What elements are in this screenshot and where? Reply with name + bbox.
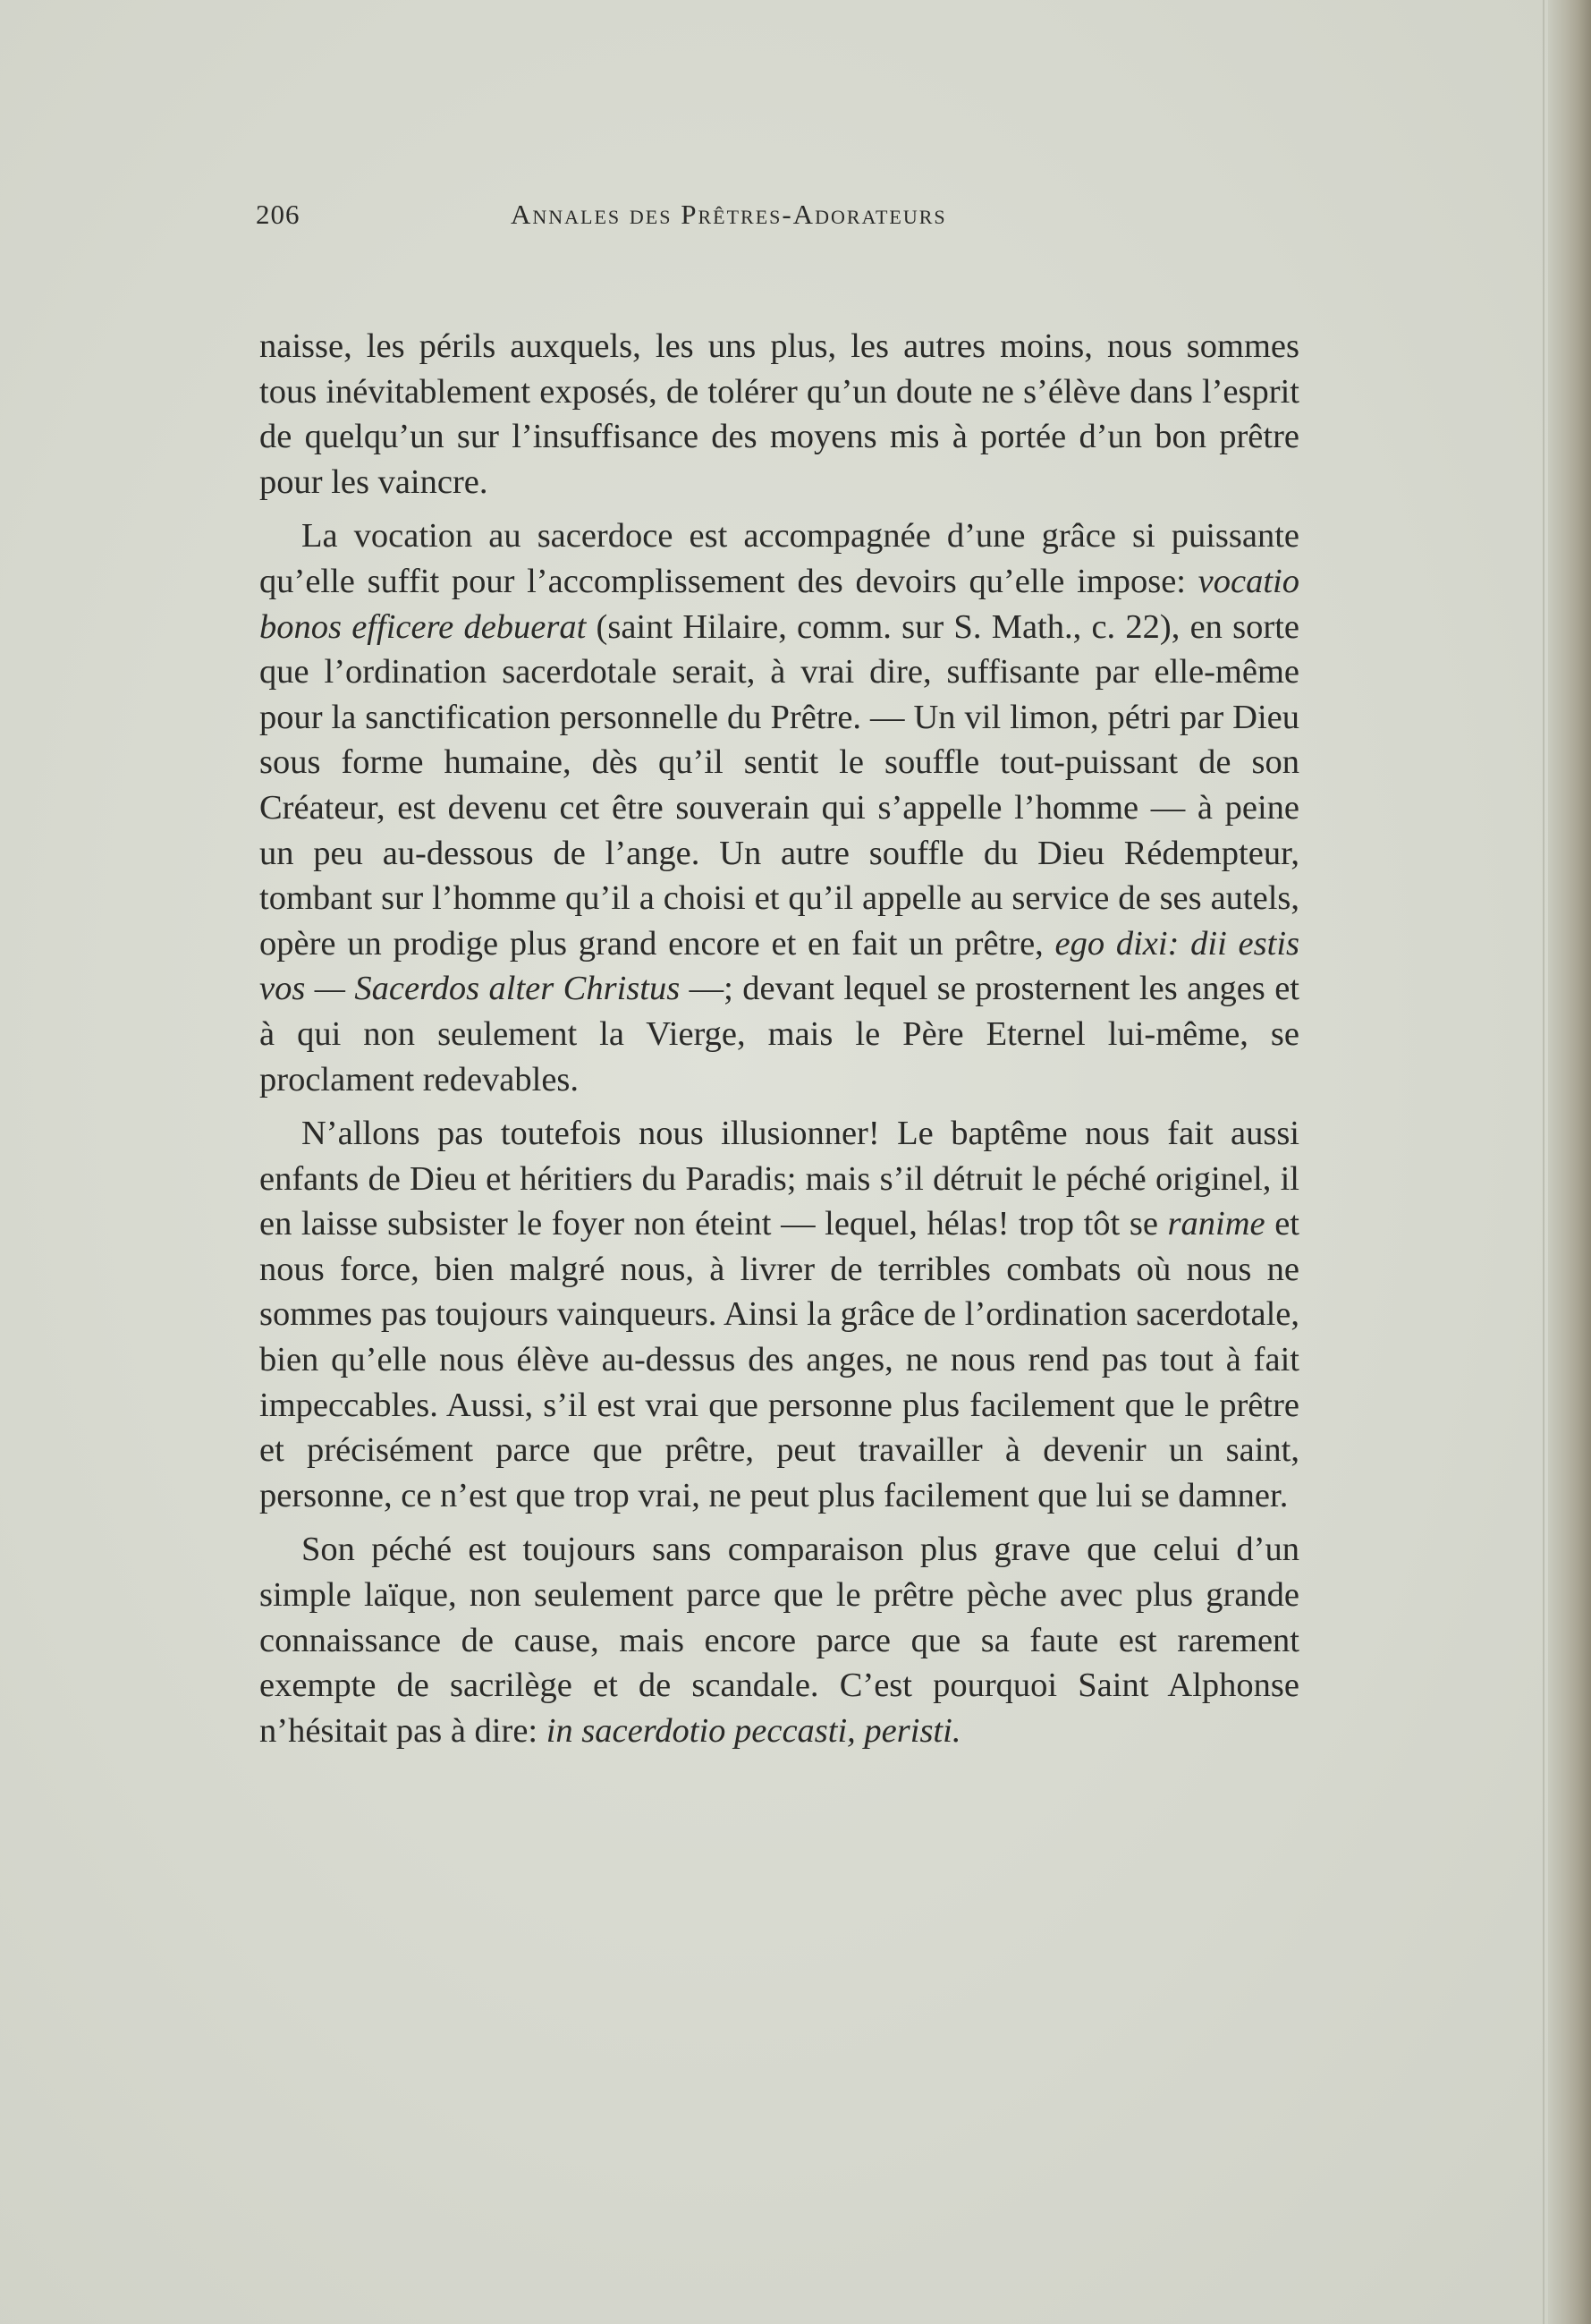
paragraph-4 (259, 1527, 1299, 1753)
latin-quote: in sacerdotio peccasti, peristi. (546, 1711, 961, 1750)
text-segment: naisse, les périls auxquels, les uns plus, les autres moins, nous sommes tous inévitablement exposés, de tolérer qu’un doute ne s’élève dans l’esprit de quelqu’un sur l’insuffisance des moyens mis à portée d’un bon prêtre pour les vaincre. (259, 327, 1299, 501)
paragraph-1 (259, 324, 1299, 505)
text-segment: La vocation au sacerdoce est accompagnée d’une grâce si puissante qu’elle suffit pour l’accomplissement des devoirs qu’elle impose: (259, 517, 1299, 600)
page-header (256, 199, 1150, 234)
page-edge-line (1543, 0, 1544, 2324)
text-segment: Son péché est toujours sans comparaison plus grave que celui d’un simple laïque, non seulement parce que le prêtre pèche avec plus grande connaissance de cause, mais encore parce que sa faute est rarement exempte de sacrilège et de scandale. C’est pourquoi Saint Alphonse n’hésitait pas à dire: (259, 1531, 1299, 1750)
running-title: Annales des Prêtres-Adorateurs (511, 199, 947, 230)
page-number: 206 (256, 199, 300, 230)
emphasis: ranime (1167, 1205, 1265, 1243)
text-segment: N’allons pas toutefois nous illusionner! Le baptême nous fait aussi enfants de Dieu et héritiers du Paradis; mais s’il détruit le péché originel, il en laisse subsister le foyer non éteint — lequel, hélas! trop tôt se (259, 1115, 1299, 1243)
paragraph-3 (259, 1111, 1299, 1518)
book-spine-edge (1548, 0, 1591, 2324)
paragraph-2 (259, 513, 1299, 1102)
text-segment: et nous force, bien malgré nous, à livrer de terribles combats où nous ne sommes pas toujours vainqueurs. Ainsi la grâce de l’ordination sacerdotale, bien qu’elle nous élève au-dessus des anges, ne nous rend pas tout à fait impeccables. Aussi, s’il est vrai que personne plus facilement que le prêtre et précisément parce que prêtre, peut travailler à devenir un saint, personne, ce n’est que trop vrai, ne peut plus facilement que lui se damner. (259, 1205, 1299, 1514)
latin-quote: vocatio bonos efficere debuerat (259, 562, 1299, 646)
text-segment: —; devant lequel se prosternent les anges et à qui non seulement la Vierge, mais le Père Eternel lui-même, se proclament redevables. (259, 970, 1299, 1098)
latin-quote: ego dixi: dii estis vos — Sacerdos alter Christus (259, 924, 1299, 1008)
body-text (259, 324, 1299, 1762)
text-segment: (saint Hilaire, comm. sur S. Math., c. 22), en sorte que l’ordination sacerdotale serait, à vrai dire, suffisante par elle-même pour la sanctification personnelle du Prêtre. — Un vil limon, pétri par Dieu sous forme humaine, dès qu’il sentit le souffle tout-puissant de son Créateur, est devenu cet être souverain qui s’appelle l’homme — à peine un peu au-dessous de l’ange. Un autre souffle du Dieu Rédempteur, tombant sur l’homme qu’il a choisi et qu’il appelle au service de ses autels, opère un prodige plus grand encore et en fait un prêtre, (259, 607, 1299, 963)
